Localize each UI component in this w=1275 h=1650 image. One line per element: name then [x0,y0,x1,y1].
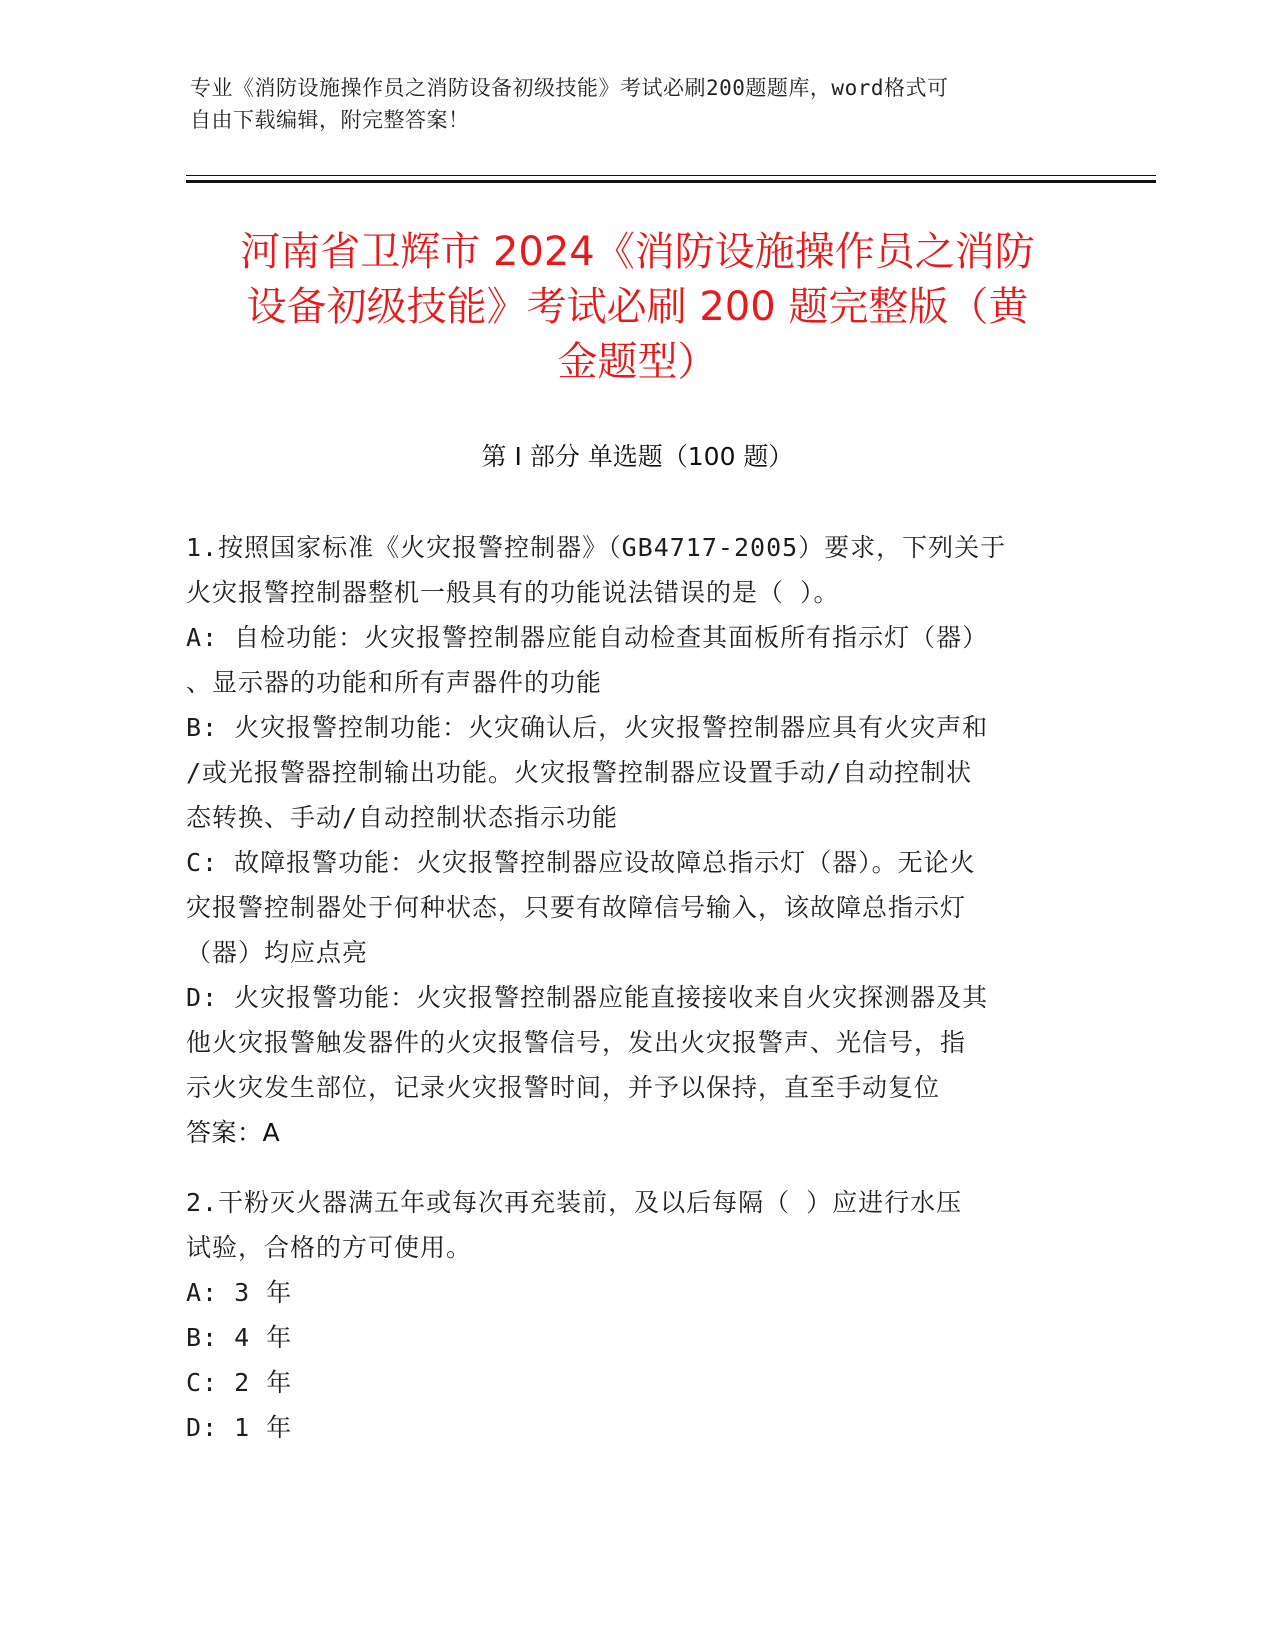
question-1-option-c-line: （器）均应点亮 [186,938,369,967]
question-1-answer: 答案：A [186,1118,281,1147]
question-1-stem-line: 1.按照国家标准《火灾报警控制器》（GB4717-2005）要求，下列关于 [186,533,1007,562]
document-title-line-2: 设备初级技能》考试必刷 200 题完整版（黄 [246,284,1029,330]
document-title [180,225,1095,390]
question-1-option-b-line: 态转换、手动/自动控制状态指示功能 [186,803,619,832]
question-1-option-a-line: A: 自检功能：火灾报警控制器应能自动检查其面板所有指示灯（器） [186,623,989,652]
question-1-option-c-line: C: 故障报警功能：火灾报警控制器应设故障总指示灯（器）。无论火 [186,848,976,877]
section-heading: 第 I 部分 单选题（100 题） [481,442,794,471]
question-1-option-b-line: B: 火灾报警控制功能：火灾确认后，火灾报警控制器应具有火灾声和 [186,713,989,742]
question-1-option-d-line: 示火灾发生部位，记录火灾报警时间，并予以保持，直至手动复位 [186,1073,941,1102]
header-divider-thin [186,175,1156,176]
question-2-option-c: C: 2 年 [186,1368,293,1397]
question-2-option-d: D: 1 年 [186,1413,293,1442]
question-2 [186,1180,1086,1450]
question-1-option-b-line: /或光报警器控制输出功能。火灾报警控制器应设置手动/自动控制状 [186,758,973,787]
question-2-stem-line: 2.干粉灭火器满五年或每次再充装前，及以后每隔（ ）应进行水压 [186,1188,963,1217]
question-2-stem-line: 试验，合格的方可使用。 [186,1233,473,1262]
document-title-line-3: 金题型） [557,339,718,385]
question-2-option-a: A: 3 年 [186,1278,293,1307]
header-note-line-2: 自由下载编辑，附完整答案！ [190,108,470,132]
header-divider-thick [186,180,1156,183]
question-2-option-b: B: 4 年 [186,1323,293,1352]
header-note [190,72,1080,136]
question-1-stem-line: 火灾报警控制器整机一般具有的功能说法错误的是（ ）。 [186,578,840,607]
question-1-option-a-line: 、显示器的功能和所有声器件的功能 [186,668,603,697]
header-note-line-1: 专业《消防设施操作员之消防设备初级技能》考试必刷200题题库，word格式可 [190,76,949,100]
question-1-option-d-line: 他火灾报警触发器件的火灾报警信号，发出火灾报警声、光信号，指 [186,1028,967,1057]
document-title-line-1: 河南省卫辉市 2024《消防设施操作员之消防 [240,229,1035,275]
question-1-option-c-line: 灾报警控制器处于何种状态，只要有故障信号输入，该故障总指示灯 [186,893,967,922]
question-1 [186,525,1086,1155]
question-1-option-d-line: D: 火灾报警功能：火灾报警控制器应能直接接收来自火灾探测器及其 [186,983,989,1012]
